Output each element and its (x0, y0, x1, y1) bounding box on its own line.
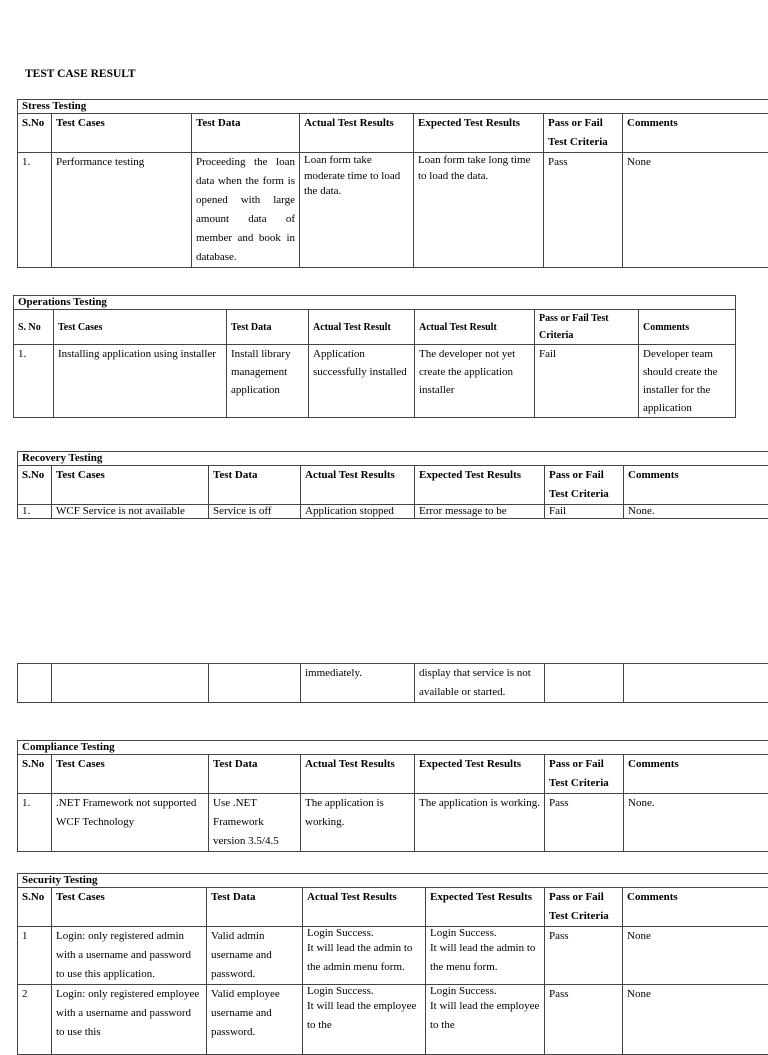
header-test-data: Test Data (209, 466, 301, 505)
cell-comments: None. (624, 505, 768, 519)
header-sno: S. No (14, 310, 54, 345)
cell-test-data: Valid admin username and password. (207, 927, 303, 985)
header-actual: Actual Test Result (309, 310, 415, 345)
cell-result: Fail (545, 505, 624, 519)
cell-actual: The application is working. (301, 794, 415, 852)
cell-test-data (209, 664, 301, 703)
actual-line-2: It will lead the employee to the (307, 997, 421, 1035)
section-title: Recovery Testing (18, 452, 768, 466)
header-pass-fail: Pass or Fail Test Criteria (544, 114, 623, 153)
header-actual: Actual Test Results (301, 755, 415, 794)
cell-comments (624, 664, 768, 703)
header-comments: Comments (624, 755, 768, 794)
header-row (18, 114, 768, 153)
section-title-row (18, 741, 768, 755)
actual-line-1: Login Success. (307, 927, 421, 939)
header-actual: Actual Test Results (303, 888, 426, 927)
header-row (18, 888, 768, 927)
header-comments: Comments (623, 114, 768, 153)
cell-sno: 1 (18, 927, 52, 985)
cell-expected (426, 927, 545, 985)
cell-comments: None (623, 927, 768, 985)
cell-actual: Application stopped (301, 505, 415, 519)
cell-expected: The application is working. (415, 794, 545, 852)
section-title: Operations Testing (14, 296, 736, 310)
header-test-cases: Test Cases (52, 755, 209, 794)
table-row (18, 664, 768, 703)
cell-test-data: Service is off (209, 505, 301, 519)
header-pass-fail: Pass or Fail Test Criteria (545, 888, 623, 927)
cell-test-case: Login: only registered admin with a username and password to use this application. (52, 927, 207, 985)
cell-sno: 1. (18, 505, 52, 519)
header-sno: S.No (18, 755, 52, 794)
header-comments: Comments (624, 466, 768, 505)
expected-line-1: Login Success. (430, 985, 540, 997)
cell-actual: Application successfully installed (309, 345, 415, 418)
header-sno: S.No (18, 888, 52, 927)
table-row (18, 985, 768, 1055)
header-test-data: Test Data (227, 310, 309, 345)
section-title-row (18, 874, 768, 888)
cell-expected: Loan form take long time to load the data. (414, 153, 544, 268)
section-title: Stress Testing (18, 100, 768, 114)
actual-line-1: Login Success. (307, 985, 421, 997)
table-row (18, 505, 768, 519)
cell-sno: 1. (18, 153, 52, 268)
header-expected: Expected Test Results (415, 466, 545, 505)
header-sno: S.No (18, 114, 52, 153)
header-test-data: Test Data (209, 755, 301, 794)
table-row (18, 153, 768, 268)
cell-test-case: Installing application using installer (54, 345, 227, 418)
section-title-row (18, 452, 768, 466)
security-testing-table (17, 873, 768, 1055)
header-comments: Comments (623, 888, 768, 927)
header-expected: Expected Test Results (426, 888, 545, 927)
header-row (18, 755, 768, 794)
header-test-data: Test Data (192, 114, 300, 153)
cell-actual: immediately. (301, 664, 415, 703)
operations-testing-table (13, 295, 736, 418)
cell-test-data: Install library management application (227, 345, 309, 418)
cell-expected: Error message to be (415, 505, 545, 519)
header-actual: Actual Test Results (301, 466, 415, 505)
cell-test-case (52, 664, 209, 703)
header-pass-fail: Pass or Fail Test Criteria (545, 755, 624, 794)
cell-test-data: Proceeding the loan data when the form is opened with large amount data of member and book in database. (192, 153, 300, 268)
cell-sno: 2 (18, 985, 52, 1055)
header-row (18, 466, 768, 505)
cell-result: Pass (544, 153, 623, 268)
recovery-testing-table (17, 451, 768, 519)
cell-sno: 1. (18, 794, 52, 852)
cell-result: Fail (535, 345, 639, 418)
expected-line-2: It will lead the admin to the menu form. (430, 939, 540, 977)
cell-actual: Loan form take moderate time to load the data. (300, 153, 414, 268)
expected-line-2: It will lead the employee to the (430, 997, 540, 1035)
table-row (18, 794, 768, 852)
cell-test-case: Login: only registered employee with a username and password to use this (52, 985, 207, 1055)
cell-test-case: Performance testing (52, 153, 192, 268)
cell-test-case: WCF Service is not available (52, 505, 209, 519)
header-test-cases: Test Cases (52, 466, 209, 505)
cell-comments: None. (624, 794, 768, 852)
cell-sno: 1. (14, 345, 54, 418)
document-title: TEST CASE RESULT (25, 68, 136, 80)
header-pass-fail: Pass or Fail Test Criteria (535, 310, 639, 345)
header-row (14, 310, 736, 345)
cell-result: Pass (545, 927, 623, 985)
cell-result (545, 664, 624, 703)
header-test-cases: Test Cases (52, 114, 192, 153)
cell-test-data: Use .NET Framework version 3.5/4.5 (209, 794, 301, 852)
cell-comments: Developer team should create the installer for the application (639, 345, 736, 418)
section-title: Security Testing (18, 874, 768, 888)
cell-actual (303, 927, 426, 985)
header-test-data: Test Data (207, 888, 303, 927)
cell-sno (18, 664, 52, 703)
cell-expected: display that service is not available or started. (415, 664, 545, 703)
cell-test-data: Valid employee username and password. (207, 985, 303, 1055)
cell-result: Pass (545, 794, 624, 852)
header-test-cases: Test Cases (54, 310, 227, 345)
header-test-cases: Test Cases (52, 888, 207, 927)
expected-line-1: Login Success. (430, 927, 540, 939)
cell-actual (303, 985, 426, 1055)
header-pass-fail: Pass or Fail Test Criteria (545, 466, 624, 505)
section-title-row (18, 100, 768, 114)
header-comments: Comments (639, 310, 736, 345)
actual-line-2: It will lead the admin to the admin menu form. (307, 939, 421, 977)
cell-expected (426, 985, 545, 1055)
cell-expected: The developer not yet create the application installer (415, 345, 535, 418)
table-row (18, 927, 768, 985)
header-actual: Actual Test Results (300, 114, 414, 153)
section-title-row (14, 296, 736, 310)
cell-test-case: .NET Framework not supported WCF Technology (52, 794, 209, 852)
header-actual-2: Actual Test Result (415, 310, 535, 345)
compliance-testing-table (17, 740, 768, 852)
cell-comments: None (623, 985, 768, 1055)
cell-result: Pass (545, 985, 623, 1055)
recovery-testing-continued (17, 663, 768, 703)
section-title: Compliance Testing (18, 741, 768, 755)
stress-testing-table (17, 99, 768, 268)
cell-comments: None (623, 153, 768, 268)
header-expected: Expected Test Results (415, 755, 545, 794)
header-expected: Expected Test Results (414, 114, 544, 153)
table-row (14, 345, 736, 418)
header-sno: S.No (18, 466, 52, 505)
